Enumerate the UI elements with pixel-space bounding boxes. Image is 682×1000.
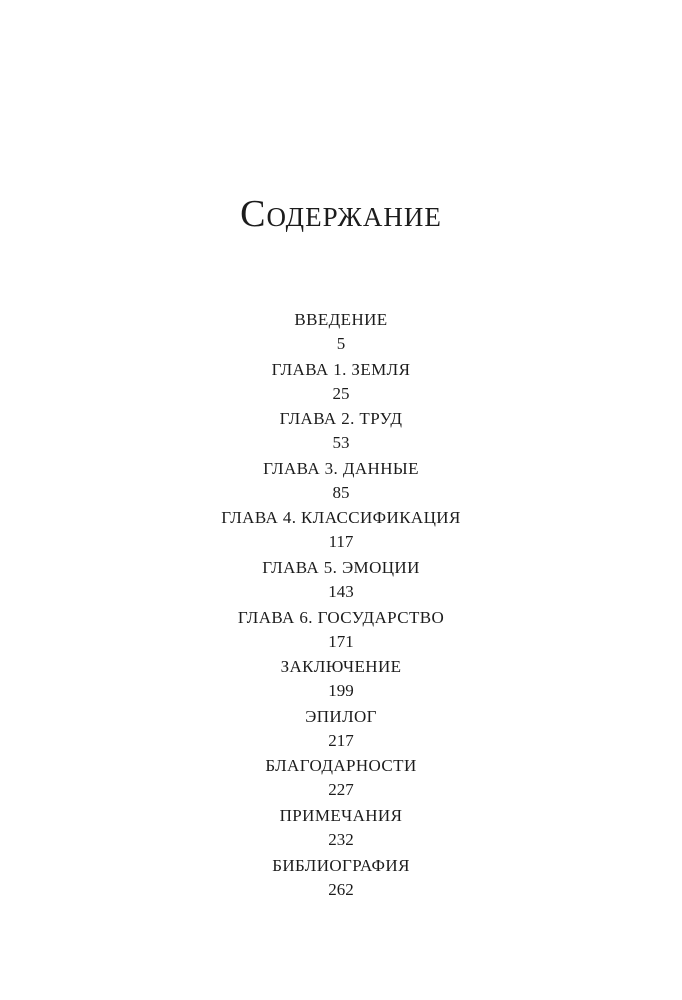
toc-entry-title: ЭПИЛОГ	[305, 706, 377, 726]
toc-entry-page-number: 117	[328, 532, 354, 552]
toc-entry-page-number: 85	[332, 482, 350, 502]
toc-entry-chapter-3	[0, 457, 682, 507]
toc-entry-page-number: 232	[328, 829, 354, 849]
toc-entry-introduction	[0, 308, 682, 358]
toc-entry-chapter-1	[0, 358, 682, 408]
toc-entry-title: ПРИМЕЧАНИЯ	[279, 805, 403, 825]
table-of-contents	[0, 308, 682, 903]
toc-entry-title: ГЛАВА 1. ЗЕМЛЯ	[271, 359, 411, 379]
toc-entry-title: ГЛАВА 4. КЛАССИФИКАЦИЯ	[221, 508, 461, 528]
toc-entry-conclusion	[0, 655, 682, 705]
toc-entry-chapter-6	[0, 606, 682, 656]
toc-entry-title: ГЛАВА 2. ТРУД	[279, 409, 403, 429]
toc-entry-chapter-4	[0, 506, 682, 556]
toc-entry-page-number: 262	[328, 879, 354, 899]
page-title: Содержание	[240, 193, 442, 235]
toc-entry-title: ЗАКЛЮЧЕНИЕ	[280, 657, 402, 677]
toc-entry-page-number: 171	[328, 631, 354, 651]
toc-entry-page-number: 217	[328, 730, 354, 750]
toc-entry-title: ГЛАВА 3. ДАННЫЕ	[263, 458, 419, 478]
toc-entry-title: ГЛАВА 5. ЭМОЦИИ	[262, 557, 420, 577]
toc-entry-page-number: 227	[328, 780, 354, 800]
toc-entry-page-number: 25	[332, 383, 350, 403]
toc-entry-page-number: 143	[328, 581, 354, 601]
toc-entry-title: ГЛАВА 6. ГОСУДАРСТВО	[237, 607, 445, 627]
toc-entry-chapter-5	[0, 556, 682, 606]
toc-entry-acknowledgements	[0, 754, 682, 804]
toc-entry-page-number: 5	[336, 334, 346, 353]
toc-entry-epilogue	[0, 705, 682, 755]
toc-entry-page-number: 199	[328, 681, 354, 701]
toc-entry-chapter-2	[0, 407, 682, 457]
toc-entry-title: БИБЛИОГРАФИЯ	[272, 855, 410, 875]
toc-entry-title: ВВЕДЕНИЕ	[294, 310, 388, 329]
toc-entry-bibliography	[0, 854, 682, 904]
toc-entry-page-number: 53	[332, 433, 350, 453]
toc-entry-title: БЛАГОДАРНОСТИ	[265, 756, 417, 776]
toc-entry-notes	[0, 804, 682, 854]
